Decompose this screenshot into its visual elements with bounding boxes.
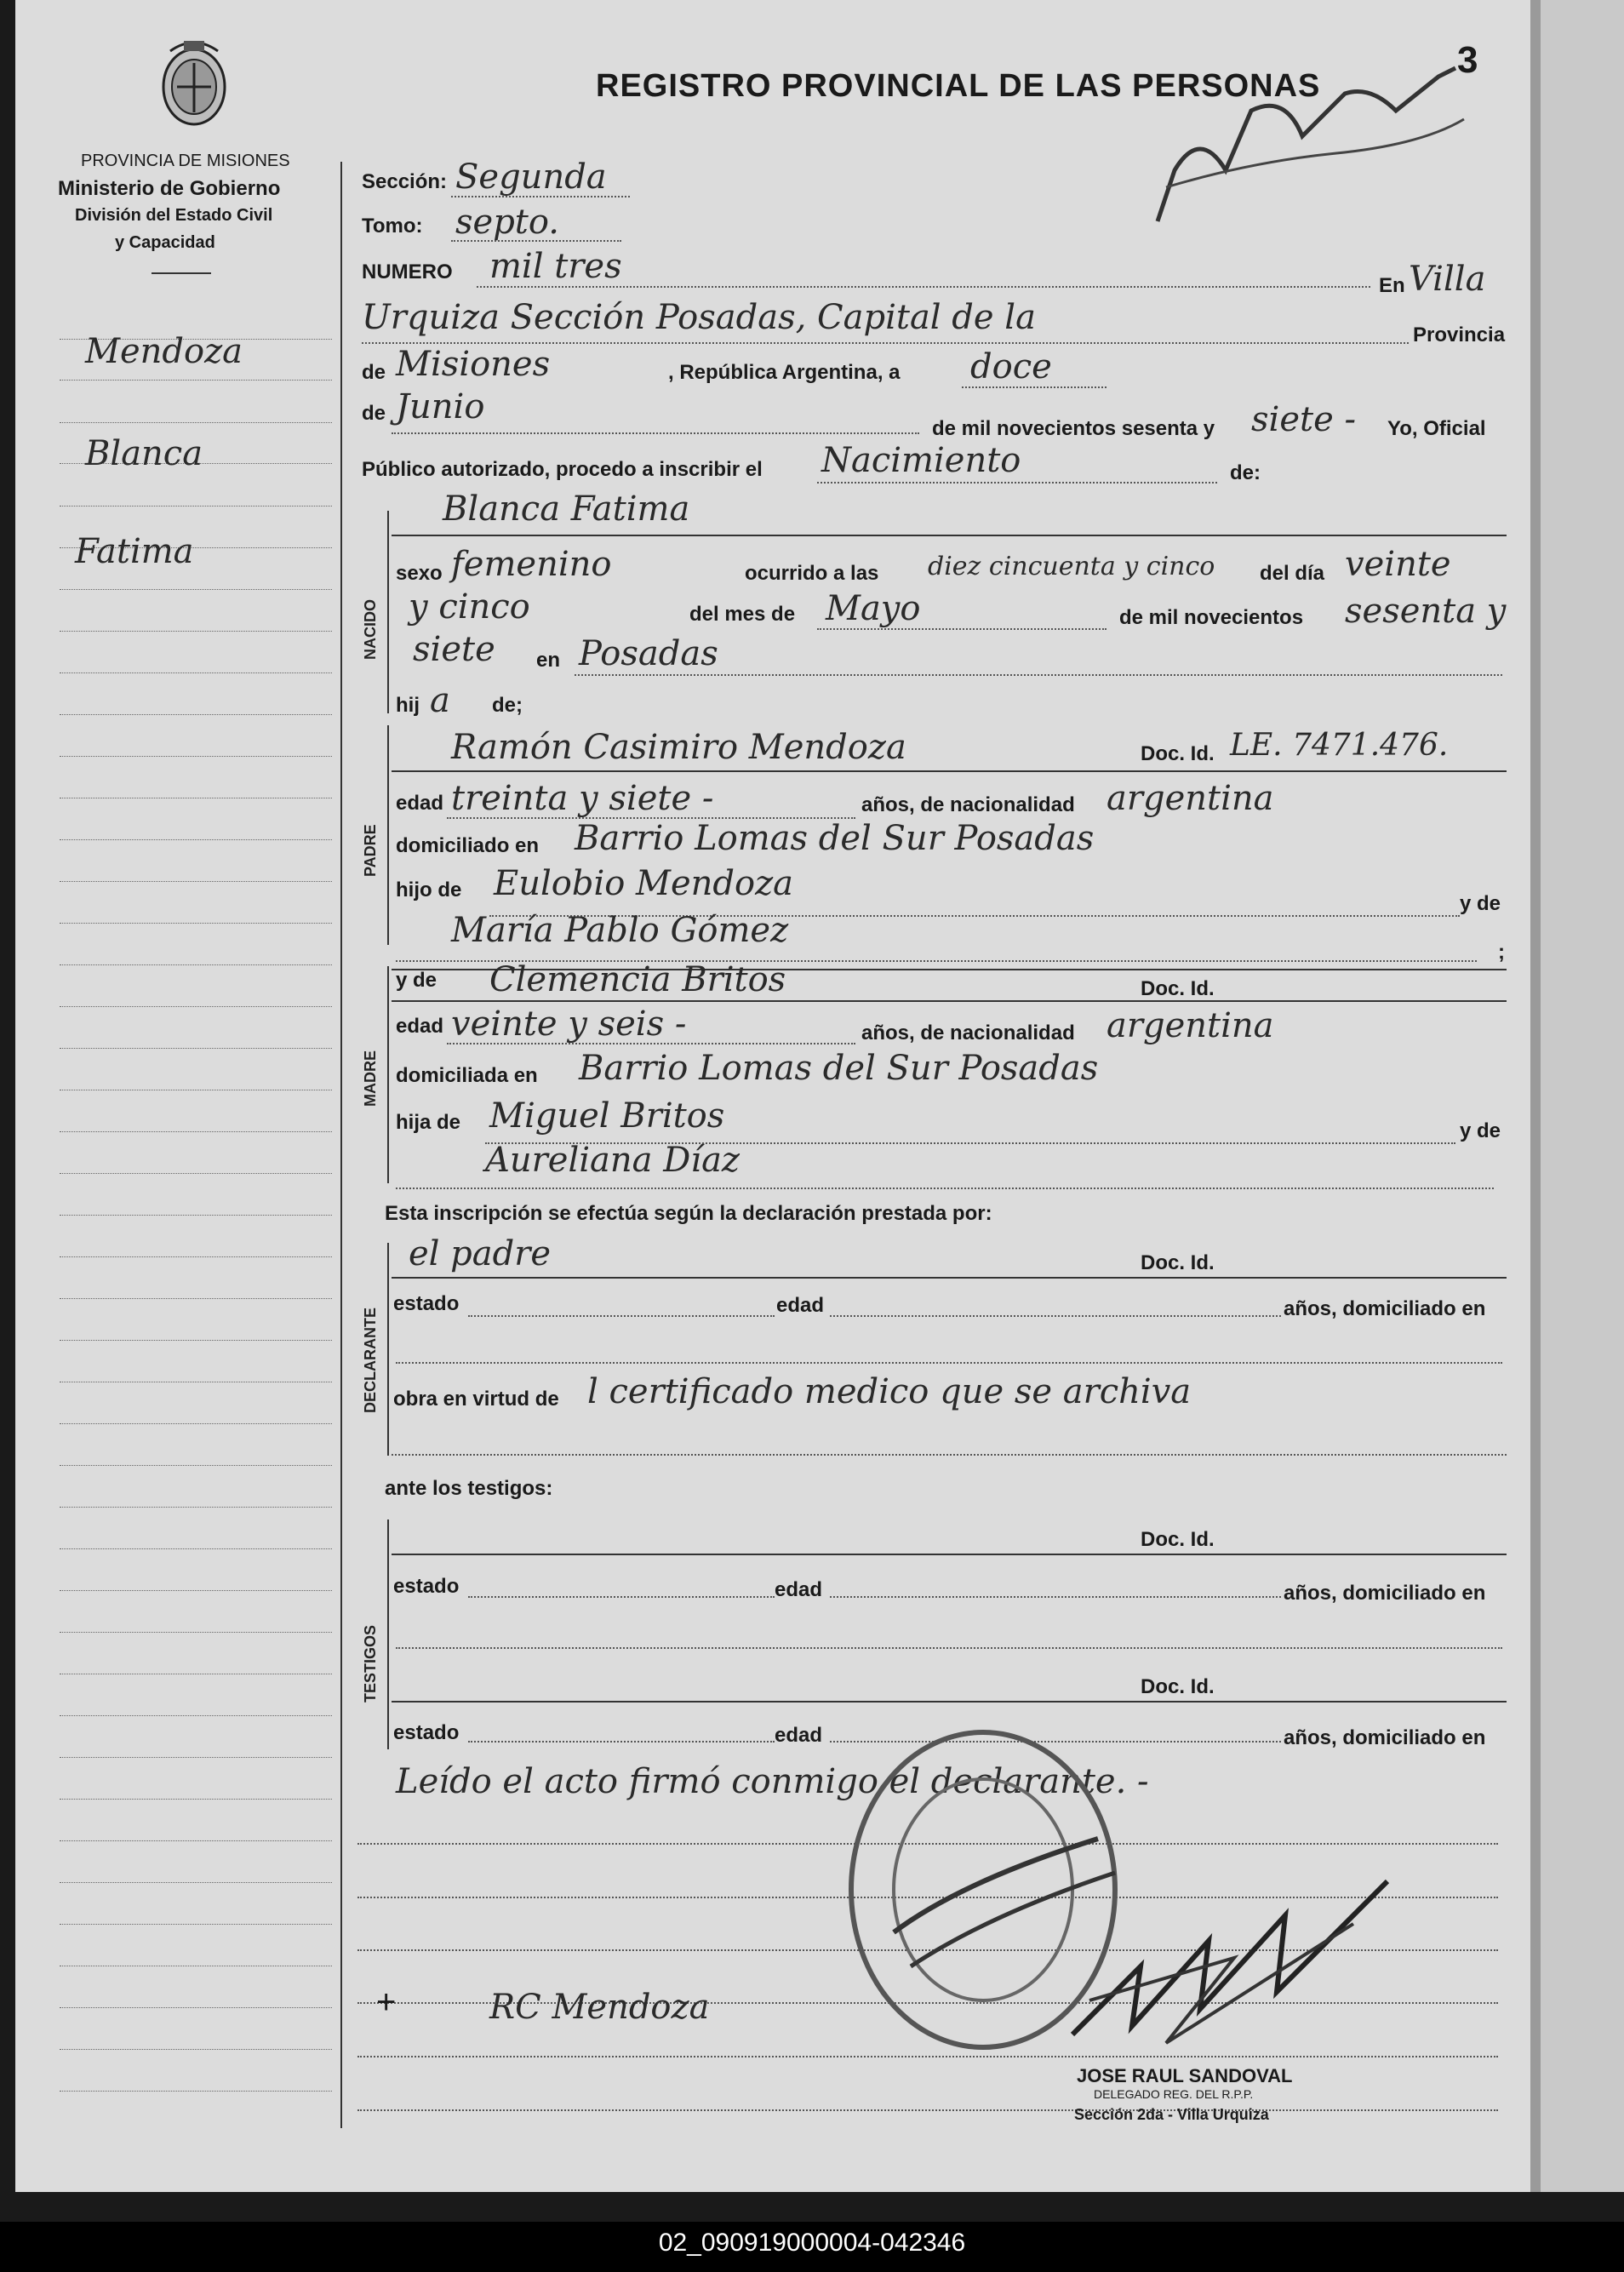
sexo-label: sexo [396, 562, 443, 585]
testigo1-doc-label: Doc. Id. [1141, 1528, 1215, 1551]
madre-anios-label: años, de nacionalidad [861, 1022, 1075, 1044]
declarante-obra: l certificado medico que se archiva [587, 1372, 1192, 1411]
padre-semicolon: ; [1498, 941, 1505, 964]
org-line-3: División del Estado Civil [75, 206, 273, 225]
seal-officer-name: JOSE RAUL SANDOVAL [1077, 2065, 1293, 2086]
ocurrido-label: ocurrido a las [745, 562, 879, 585]
de3-label: de: [1230, 461, 1261, 484]
org-line-2: Ministerio de Gobierno [58, 177, 281, 200]
testigo1-anios-label: años, domiciliado en [1284, 1582, 1486, 1605]
cierre-texto: Leído el acto firmó conmigo el declarante. - [396, 1762, 1149, 1801]
del-dia-label: del día [1260, 562, 1325, 585]
de-label: de [362, 361, 386, 384]
provincial-crest-logo [152, 34, 237, 136]
padre-anios-label: años, de nacionalidad [861, 793, 1075, 816]
declarante-edad-label: edad [776, 1294, 825, 1317]
declarante-obra-label: obra en virtud de [393, 1388, 559, 1411]
seccion-label: Sección: [362, 170, 448, 193]
padre-padre-de: Eulobio Mendoza [494, 864, 794, 903]
margin-surname: Mendoza [85, 332, 243, 371]
declaracion-label: Esta inscripción se efectúa según la declaración prestada por: [385, 1202, 992, 1225]
hij-suffix: a [430, 681, 450, 720]
section-madre: MADRE [362, 1050, 379, 1107]
seal-section: Sección 2da - Villa Urquiza [1074, 2106, 1269, 2123]
declarante-anios-label: años, domiciliado en [1284, 1297, 1486, 1320]
madre-domicilio-label: domiciliada en [396, 1064, 538, 1087]
cruz-mark: + [376, 1983, 397, 2021]
en-value: Villa [1409, 260, 1486, 299]
tomo-label: Tomo: [362, 215, 423, 238]
section-declarante: DECLARANTE [362, 1308, 379, 1413]
hora-value: diez cincuenta y cinco [928, 552, 1215, 581]
testigo2-doc-label: Doc. Id. [1141, 1675, 1215, 1698]
anio-nacido-value: sesenta y [1345, 592, 1507, 631]
anio-value: siete - [1251, 400, 1356, 439]
firma-declarante: RC Mendoza [489, 1988, 710, 2027]
madre-padre-de: Miguel Britos [489, 1096, 725, 1136]
madre-y-de2-label: y de [1460, 1119, 1501, 1142]
padre-doc: LE. 7471.476. [1230, 728, 1449, 763]
en-label: En [1379, 274, 1405, 297]
en-nacido-label: en [536, 649, 561, 672]
padre-nombre: Ramón Casimiro Mendoza [451, 728, 906, 767]
testigo1-estado-label: estado [393, 1575, 460, 1598]
madre-domicilio: Barrio Lomas del Sur Posadas [579, 1049, 1099, 1088]
provincia-value: Misiones [396, 345, 551, 384]
margin-name-2: Fatima [75, 532, 194, 571]
mil-label: de mil novecientos [1119, 606, 1304, 629]
acto-value: Nacimiento [821, 441, 1021, 480]
padre-y-de-label: y de [1460, 892, 1501, 915]
madre-edad: veinte y seis - [451, 1004, 687, 1044]
dia2-value: y cinco [409, 587, 530, 627]
de2-label: de [362, 402, 386, 425]
padre-domicilio: Barrio Lomas del Sur Posadas [575, 819, 1095, 858]
padre-madre-de: María Pablo Gómez [451, 911, 789, 950]
padre-hijo-label: hijo de [396, 878, 462, 901]
page-fold [1530, 0, 1624, 2192]
sexo-value: femenino [451, 545, 612, 584]
mes-value: Junio [396, 387, 485, 426]
declarante-nombre: el padre [409, 1234, 552, 1273]
org-line-1: PROVINCIA DE MISIONES [81, 152, 290, 170]
publico-label: Público autorizado, procedo a inscribir el [362, 458, 763, 481]
del-mes-label: del mes de [689, 603, 796, 626]
padre-edad-label: edad [396, 792, 444, 815]
place-line: Urquiza Sección Posadas, Capital de la [362, 298, 1036, 337]
lugar-value: Posadas [579, 634, 718, 673]
declarante-doc-label: Doc. Id. [1141, 1251, 1215, 1274]
testigo2-edad-label: edad [775, 1724, 823, 1747]
mes-nacido-value: Mayo [826, 589, 921, 628]
yo-label: Yo, Oficial [1387, 417, 1486, 440]
madre-doc-label: Doc. Id. [1141, 977, 1215, 1000]
provincia-label: Provincia [1413, 323, 1506, 346]
madre-y-de-label: y de [396, 969, 437, 992]
page-title: REGISTRO PROVINCIAL DE LAS PERSONAS [596, 68, 1321, 104]
testigo2-estado-label: estado [393, 1721, 460, 1744]
padre-edad: treinta y siete - [451, 779, 714, 818]
hij-de-label: de; [492, 694, 523, 717]
seccion-value: Segunda [455, 157, 607, 197]
page-number: 3 [1457, 39, 1478, 81]
seal-officer-title: DELEGADO REG. DEL R.P.P. [1094, 2087, 1254, 2101]
numero-label: NUMERO [362, 260, 453, 283]
madre-hija-label: hija de [396, 1111, 461, 1134]
officer-signature [1064, 1830, 1421, 2069]
dia-value-nacido: veinte [1345, 545, 1451, 584]
madre-madre-de: Aureliana Díaz [485, 1141, 740, 1180]
section-nacido: NACIDO [362, 599, 379, 660]
tomo-value: septo. [455, 203, 559, 242]
madre-edad-label: edad [396, 1015, 444, 1038]
margin-name-1: Blanca [85, 434, 203, 473]
declarante-estado-label: estado [393, 1292, 460, 1315]
top-signature [1149, 60, 1472, 230]
section-padre: PADRE [362, 824, 379, 877]
testigo2-anios-label: años, domiciliado en [1284, 1726, 1486, 1749]
anio2-value: siete [413, 630, 495, 669]
republica-label: , República Argentina, a [668, 361, 901, 384]
madre-nombre: Clemencia Britos [489, 960, 786, 999]
padre-domicilio-label: domiciliado en [396, 834, 540, 857]
anio-label: de mil novecientos sesenta y [932, 417, 1215, 440]
padre-doc-label: Doc. Id. [1141, 742, 1215, 765]
nacido-nombre: Blanca Fatima [443, 489, 690, 529]
padre-nacionalidad: argentina [1106, 779, 1274, 818]
testigo1-edad-label: edad [775, 1578, 823, 1601]
section-testigos: TESTIGOS [362, 1624, 379, 1703]
numero-value: mil tres [489, 247, 622, 286]
testigos-label: ante los testigos: [385, 1477, 553, 1500]
margin-divider [340, 162, 342, 2128]
dia-value: doce [970, 347, 1052, 386]
hij-label: hij [396, 694, 420, 717]
document-code: 02_090919000004-042346 [658, 2229, 966, 2257]
madre-nacionalidad: argentina [1106, 1006, 1274, 1045]
org-line-4: y Capacidad [115, 233, 215, 252]
